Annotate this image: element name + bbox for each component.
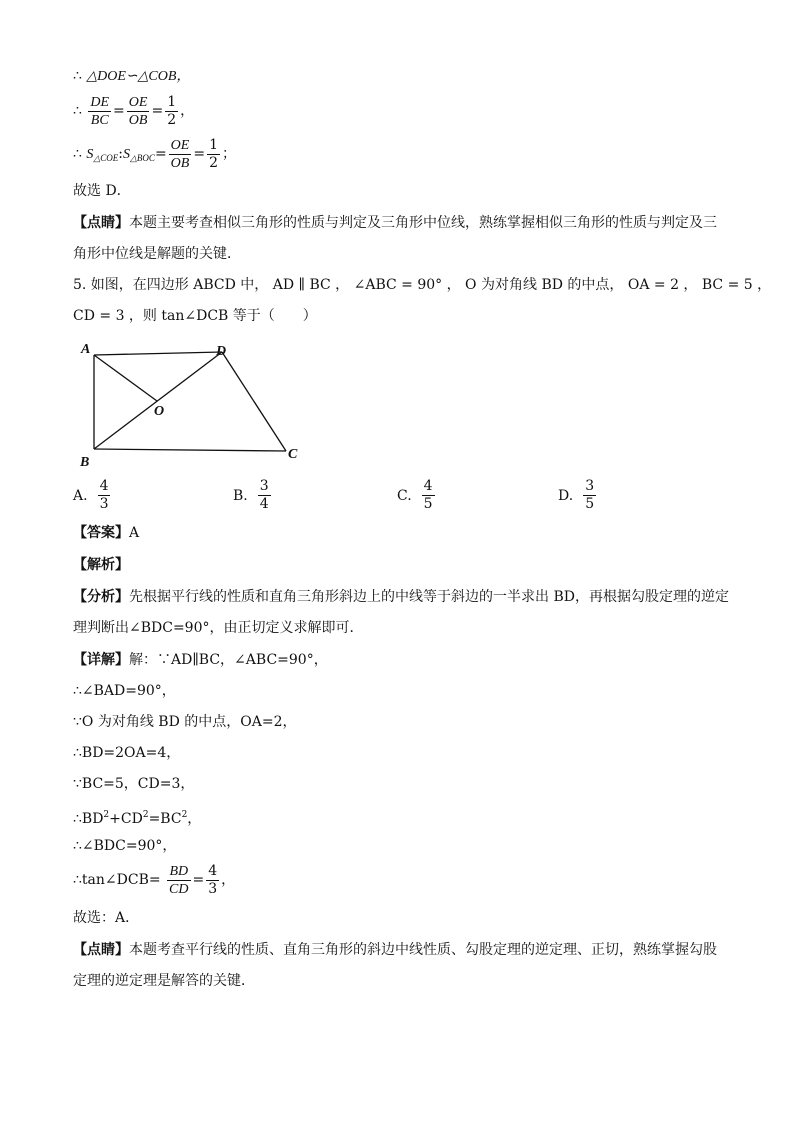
segment-ao (94, 355, 157, 401)
detail-line-2: ∴∠BAD=90°， (73, 683, 176, 699)
therefore-symbol: ∴ (73, 103, 82, 119)
label-c: C (288, 447, 298, 462)
question-5-line-1: 5. 如图，在四边形 ABCD 中， AD ∥ BC ， ∠ABC = 90° ， O 为对角线 BD 的中点， OA = 2 ， BC = 5 ， (73, 277, 772, 293)
segment-dc (222, 352, 286, 451)
choice-a[interactable]: A. $\frac{4}{3}$ (73, 478, 109, 512)
therefore-symbol: ∴ (73, 146, 82, 162)
fraction-half: $\frac{1}{2}$ (167, 93, 177, 128)
detail-line-1: 【详解】解：∵AD∥BC，∠ABC=90°， (73, 652, 328, 668)
fraction-oe-ob-2: $\frac{OE}{OB}$ (170, 137, 190, 171)
label-o: O (154, 404, 165, 419)
comment-tag: 【点睛】 (73, 215, 129, 231)
fraction-oe-ob: $\frac{OE}{OB}$ (128, 94, 148, 128)
detail-line-7: ∴∠BDC=90°， (73, 838, 177, 854)
answer-line (73, 523, 139, 543)
segment-bd (94, 352, 222, 449)
comment2-tag: 【点睛】 (73, 942, 129, 958)
segment-bc (94, 449, 286, 451)
choice-b[interactable]: B. $\frac{3}{4}$ (233, 478, 269, 512)
line-similar (73, 66, 190, 87)
label-b: B (80, 455, 90, 470)
choice-c[interactable]: C. $\frac{4}{5}$ (397, 478, 433, 512)
detail-line-9: 故选：A． (73, 910, 140, 926)
detail-line-3: ∵O 为对角线 BD 的中点，OA=2， (73, 714, 297, 730)
detail-tag: 【详解】 (73, 652, 129, 668)
comment2-line-2: 定理的逆定理是解答的关键． (73, 973, 255, 989)
similar-statement: △DOE∽△COB， (86, 69, 191, 84)
fraction-de-bc: $\frac{DE}{BC}$ (90, 94, 110, 128)
detail-line-5: ∵BC=5，CD=3， (73, 776, 195, 792)
label-d: D (216, 344, 227, 359)
comment-line-1: 【点睛】本题主要考查相似三角形的性质与判定及三角形中位线，熟练掌握相似三角形的性质与判定及三 (73, 215, 717, 231)
therefore-symbol: ∴ (73, 68, 82, 84)
quadrilateral-figure (70, 335, 310, 470)
detail-line-8: ∴tan∠DCB= $\frac{BD}{CD}$ = $\frac{4}{3}$ ， (73, 862, 236, 897)
fraction-bd-cd: $\frac{BD}{CD}$ (169, 863, 189, 897)
label-a: A (81, 342, 91, 357)
answer-tag: 【答案】 (73, 525, 129, 541)
choose-d: 故选 D． (73, 183, 131, 199)
fenxi-tag: 【分析】 (73, 589, 129, 605)
question-5-line-2: CD = 3 ，则 tan∠DCB 等于（ ） (73, 308, 317, 324)
line-area-ratio: ∴ $S_{\triangle COE}:S_{\triangle BOC}=$ $\frac{OE}{OB}$ = $\frac{1}{2}$ ； (73, 136, 236, 171)
line-ratio: ∴ $\frac{DE}{BC}$ = $\frac{OE}{OB}$ = $\frac{1}{2}$ ， (73, 93, 195, 128)
answer-value: A (129, 525, 140, 541)
fraction-4-3: $\frac{4}{3}$ (208, 862, 218, 897)
analysis-tag: 【解析】 (73, 557, 129, 573)
segment-ad (94, 352, 222, 355)
choice-d[interactable]: D. $\frac{3}{5}$ (558, 478, 595, 512)
detail-line-6: $\therefore BD^2+CD^2=BC^2$， (73, 810, 202, 827)
fenxi-line-2: 理判断出∠BDC=90°，由正切定义求解即可． (73, 620, 364, 636)
comment2-line-1: 【点睛】本题考查平行线的性质、直角三角形的斜边中线性质、勾股定理的逆定理、正切，熟练掌握勾股 (73, 942, 717, 958)
fenxi-line-1: 【分析】先根据平行线的性质和直角三角形斜边上的中线等于斜边的一半求出 BD，再根据勾股定理的逆定 (73, 589, 729, 605)
fraction-half-2: $\frac{1}{2}$ (209, 136, 218, 171)
comment-line-2: 角形中位线是解题的关键． (73, 246, 241, 262)
detail-line-4: ∴BD=2OA=4， (73, 745, 181, 761)
